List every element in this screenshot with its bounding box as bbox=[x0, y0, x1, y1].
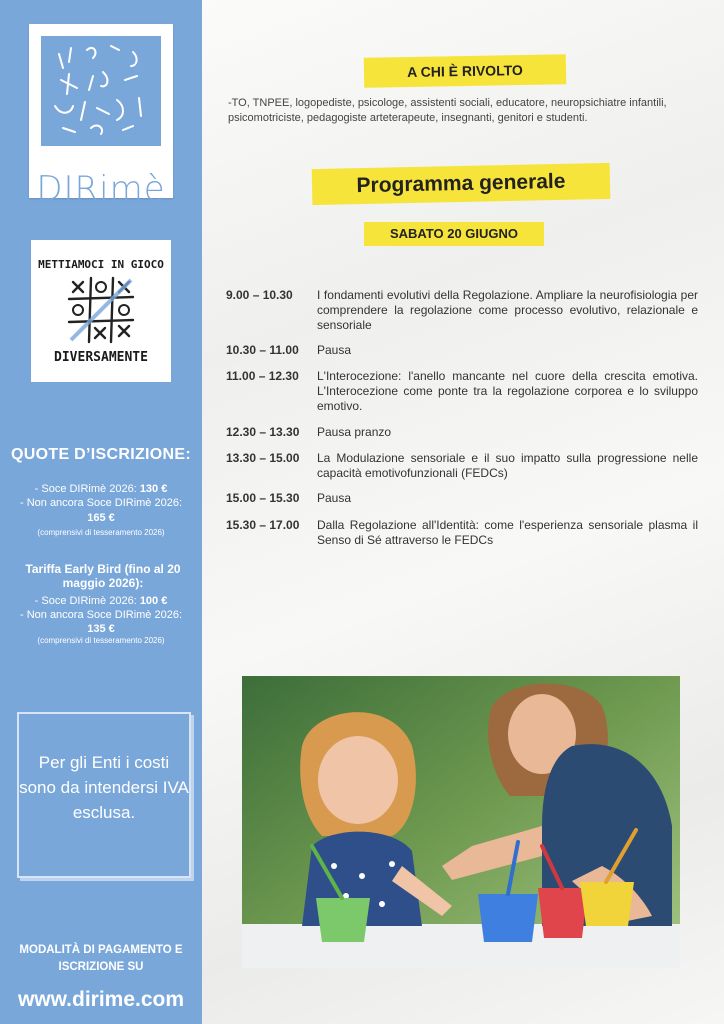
enti-note-text: Per gli Enti i costi sono da intendersi IVA esclusa. bbox=[19, 753, 189, 822]
early-bird-title: Tariffa Early Bird (fino al 20 maggio 2026): bbox=[25, 562, 181, 590]
eb-price-soce-value: 100 € bbox=[139, 595, 168, 607]
schedule-time: 13.30 – 15.00 bbox=[226, 451, 300, 465]
payment-label: MODALITÀ DI PAGAMENTO E ISCRIZIONE SU bbox=[19, 944, 183, 973]
game-logo bbox=[31, 240, 171, 382]
eb-price-soce bbox=[0, 594, 202, 608]
schedule-desc: L'Interocezione: l'anello mancante nel cuore della crescita emotiva. L'Interocezione come ponte tra la regolazione corporea e lo sviluppo emotivo. bbox=[317, 369, 698, 413]
tic-tac-toe-icon bbox=[65, 274, 137, 346]
eb-price-note: (comprensivi di tesseramento 2026) bbox=[37, 636, 165, 645]
schedule-desc: Pausa bbox=[317, 491, 352, 505]
eb-price-non-soce-value: 135 € bbox=[87, 623, 115, 635]
price-non-soce-label: - Non ancora Soce DIRimè 2026: bbox=[19, 497, 183, 509]
website-link[interactable]: www.dirime.com bbox=[17, 988, 185, 1011]
logo-doodle-icon bbox=[41, 36, 161, 146]
eb-price-soce-label: - Soce DIRimè 2026: bbox=[34, 595, 137, 607]
schedule-time: 15.30 – 17.00 bbox=[226, 518, 300, 532]
schedule-time: 12.30 – 13.30 bbox=[226, 425, 300, 439]
target-text: -TO, TNPEE, logopediste, psicologe, assistenti sociali, educatore, neuropsichiatre infantili, psicomotriciste, pedagogiste arteterapeute, insegnanti, genitori e studenti. bbox=[228, 97, 667, 124]
schedule-desc: Pausa bbox=[317, 343, 352, 357]
photo-illustration-icon bbox=[242, 676, 680, 968]
logo-pattern bbox=[41, 36, 161, 146]
enti-note-box bbox=[17, 712, 191, 878]
photo-child-painting bbox=[242, 676, 680, 968]
price-non-soce-value: 165 € bbox=[87, 512, 115, 524]
schedule-desc: I fondamenti evolutivi della Regolazione. Ampliare la neurofisiologia per comprendere la regolazione come processo evolutivo, relazionale e sensoriale bbox=[317, 288, 698, 332]
price-soce-label: - Soce DIRimè 2026: bbox=[34, 483, 137, 495]
logo-brand-text: DIRimè bbox=[36, 169, 166, 209]
game-logo-top-text: METTIAMOCI IN GIOCO bbox=[38, 258, 164, 271]
pricing-title: QUOTE D’ISCRIZIONE: bbox=[11, 446, 191, 463]
schedule-desc: Pausa pranzo bbox=[317, 425, 392, 439]
game-logo-bottom-text: DIVERSAMENTE bbox=[54, 350, 148, 365]
price-note: (comprensivi di tesseramento 2026) bbox=[37, 528, 165, 537]
dirime-logo bbox=[29, 24, 173, 209]
price-soce bbox=[0, 482, 202, 496]
schedule-time: 9.00 – 10.30 bbox=[226, 288, 293, 302]
price-soce-value: 130 € bbox=[139, 483, 168, 495]
schedule-desc: Dalla Regolazione all'Identità: come l'esperienza sensoriale plasma il Senso di Sé attraverso le FEDCs bbox=[317, 518, 698, 547]
schedule-time: 15.00 – 15.30 bbox=[226, 491, 300, 505]
schedule-desc: La Modulazione sensoriale e il suo impatto sulla progressione nelle capacità emotivofunzionali (FEDCs) bbox=[317, 451, 698, 480]
program-date: SABATO 20 GIUGNO bbox=[364, 222, 544, 246]
schedule-time: 10.30 – 11.00 bbox=[226, 343, 299, 357]
eb-price-non-soce-label: - Non ancora Soce DIRimè 2026: bbox=[19, 609, 183, 621]
schedule-time: 11.00 – 12.30 bbox=[226, 369, 299, 383]
target-title: A CHI È RIVOLTO bbox=[364, 54, 566, 88]
program-title: Programma generale bbox=[312, 163, 611, 205]
